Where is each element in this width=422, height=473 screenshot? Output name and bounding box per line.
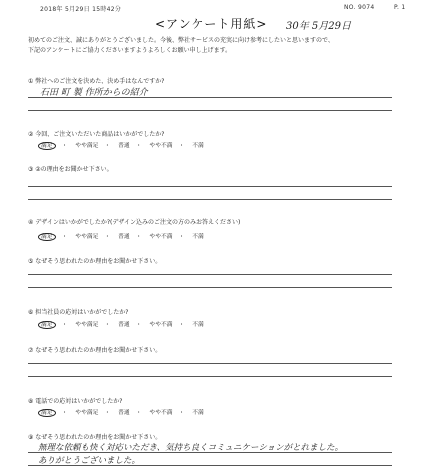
question-5: ⑤ なぜそう思われたのか理由をお聞かせ下さい。 — [28, 258, 162, 265]
answer-9-line-1: 無理な依頼も快く対応いただき、気持ち良くコミュニケーションがとれました。 — [38, 443, 344, 453]
survey-date: 30年 5月29日 — [286, 21, 351, 32]
question-7: ⑦ なぜそう思われたのか理由をお聞かせ下さい。 — [28, 347, 162, 354]
answer-line — [28, 465, 392, 466]
option-satisfied-selected[interactable]: 満足 — [38, 321, 56, 329]
option-neutral[interactable]: 普通 — [118, 322, 130, 328]
option-dissatisfied[interactable]: 不満 — [192, 410, 204, 416]
option-somewhat-satisfied[interactable]: やや満足 — [75, 410, 99, 416]
intro-line: 下記のアンケートにご協力くださいますようよろしくお願い申し上げます。 — [28, 47, 232, 54]
page-title: <アンケート用紙> — [155, 17, 268, 31]
option-neutral[interactable]: 普通 — [118, 234, 130, 240]
document-number: NO. 9074 — [344, 4, 375, 11]
question-9: ⑨ なぜそう思われたのか理由をお聞かせ下さい。 — [28, 434, 162, 441]
option-satisfied-selected[interactable]: 満足 — [38, 409, 56, 417]
option-dissatisfied[interactable]: 不満 — [192, 322, 204, 328]
question-8: ⑧ 電話での応対はいかがでしたか? — [28, 398, 123, 405]
answer-line — [28, 452, 392, 453]
option-somewhat-dissatisfied[interactable]: やや不満 — [149, 234, 173, 240]
question-1: ① 弊社へのご注文を決めた、決め手はなんですか? — [28, 78, 165, 85]
answer-9-line-2: ありがとうございました。 — [38, 456, 141, 466]
option-somewhat-dissatisfied[interactable]: やや不満 — [149, 410, 173, 416]
answer-line — [28, 110, 392, 111]
option-dissatisfied[interactable]: 不満 — [192, 143, 204, 149]
option-satisfied-selected[interactable]: 満足 — [38, 142, 56, 150]
option-neutral[interactable]: 普通 — [118, 143, 130, 149]
answer-line — [28, 97, 392, 98]
option-somewhat-dissatisfied[interactable]: やや不満 — [149, 322, 173, 328]
answer-line — [28, 274, 392, 275]
answer-line — [28, 199, 392, 200]
answer-1: 石田 町 製 作所からの紹介 — [40, 88, 148, 98]
intro-text — [28, 36, 334, 56]
option-dissatisfied[interactable]: 不満 — [192, 234, 204, 240]
option-somewhat-satisfied[interactable]: やや満足 — [75, 143, 99, 149]
rating-options-6: 満足 ・ やや満足 ・ 普通 ・ やや不満 ・ 不満 — [38, 319, 210, 328]
answer-line — [28, 363, 392, 364]
option-satisfied-selected[interactable]: 満足 — [38, 233, 56, 241]
question-3: ③ ②の理由をお聞かせ下さい。 — [28, 166, 113, 173]
question-6: ⑥ 担当社員の応対はいかがでしたか? — [28, 309, 129, 316]
option-somewhat-satisfied[interactable]: やや満足 — [75, 322, 99, 328]
rating-options-8: 満足 ・ やや満足 ・ 普通 ・ やや不満 ・ 不満 — [38, 407, 210, 416]
answer-line — [28, 287, 392, 288]
option-somewhat-satisfied[interactable]: やや満足 — [75, 234, 99, 240]
print-timestamp: 2018年 5月29日 15時42分 — [40, 6, 122, 13]
question-2: ② 今回、ご注文いただいた商品はいかがでしたか? — [28, 131, 165, 138]
rating-options-2: 満足 ・ やや満足 ・ 普通 ・ やや不満 ・ 不満 — [38, 140, 210, 149]
question-4: ④ デザインはいかがでしたか?(デザイン込みのご注文の方のみお答えください) — [28, 219, 241, 226]
intro-line: 初めてのご注文、誠にありがとうございました。今後、弊社サービスの充実に向け参考にしたいと思いますので、 — [28, 37, 334, 44]
page-number: P. 1 — [394, 4, 406, 11]
answer-line — [28, 376, 392, 377]
option-neutral[interactable]: 普通 — [118, 410, 130, 416]
answer-line — [28, 186, 392, 187]
rating-options-4: 満足 ・ やや満足 ・ 普通 ・ やや不満 ・ 不満 — [38, 231, 210, 240]
option-somewhat-dissatisfied[interactable]: やや不満 — [149, 143, 173, 149]
